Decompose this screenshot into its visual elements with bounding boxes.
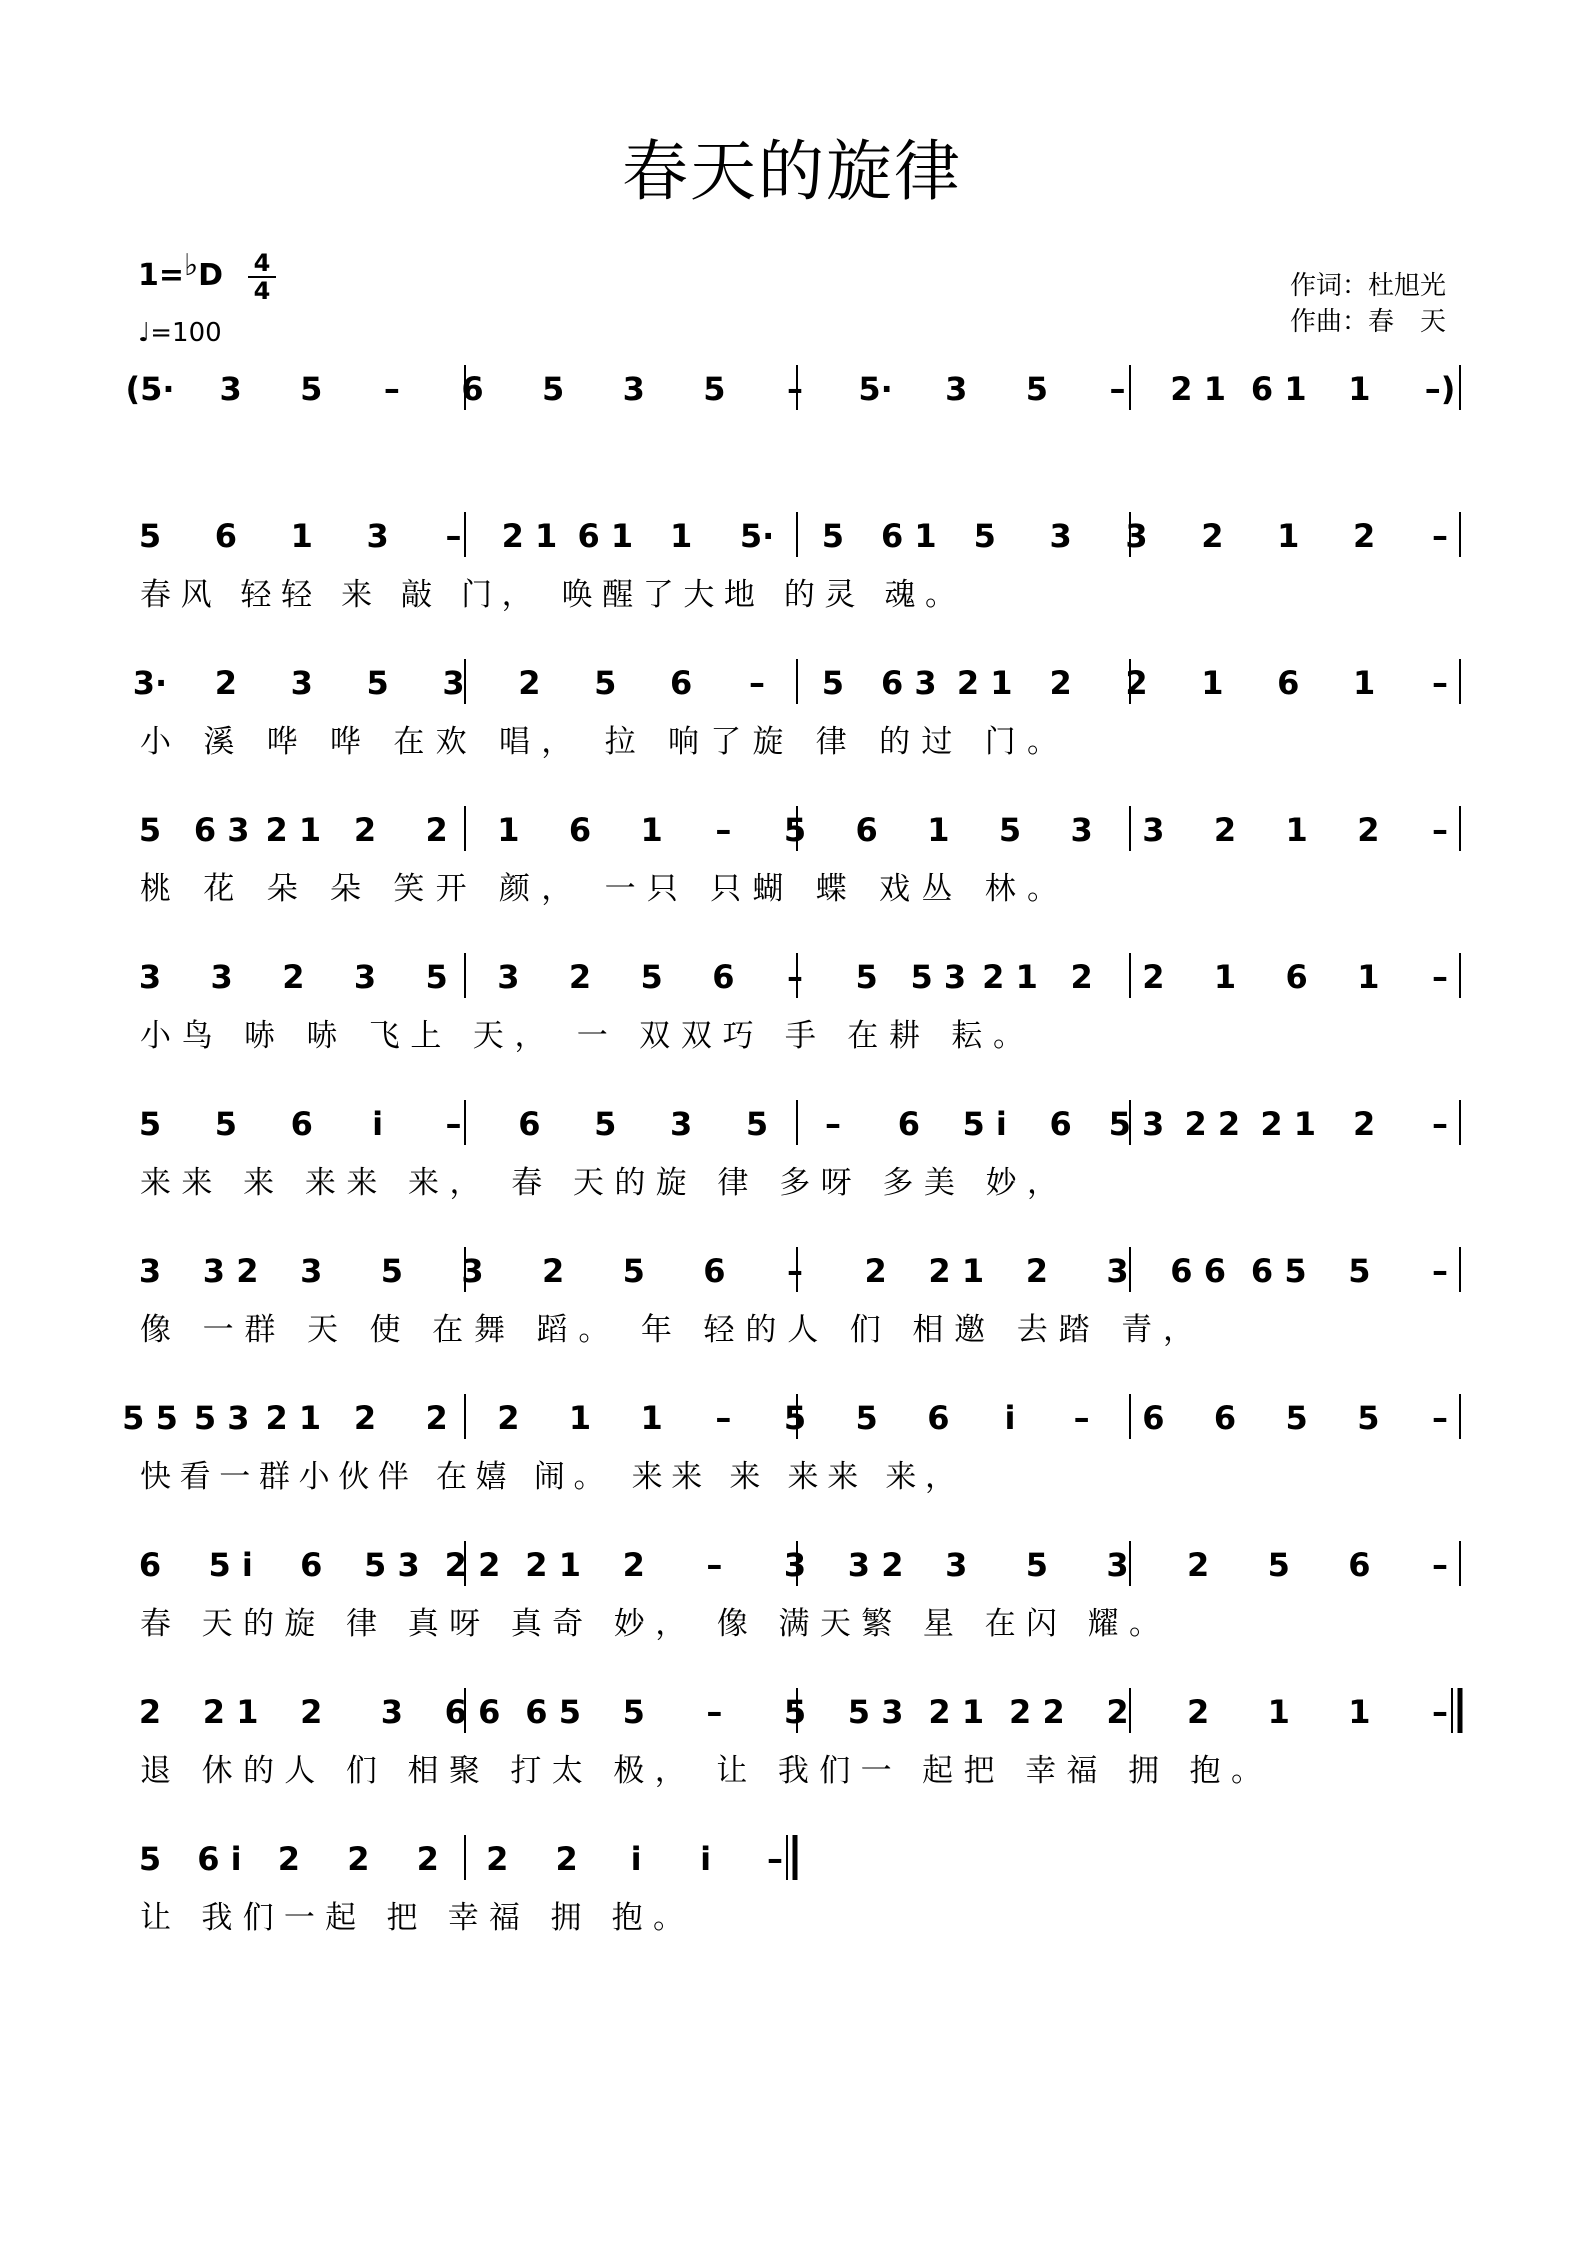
note: 2 — [1186, 1546, 1210, 1584]
note: 5 — [640, 958, 663, 996]
note: 2 1 — [1170, 370, 1226, 408]
note: 1 — [1348, 1693, 1371, 1731]
note: 5 — [138, 1105, 162, 1143]
note: 2 — [1106, 1693, 1129, 1731]
note: 2 — [486, 1840, 509, 1878]
note: – — [1432, 1546, 1448, 1584]
note: 2 — [1201, 517, 1224, 555]
note: 5 — [973, 517, 996, 555]
note: 5· — [858, 370, 893, 408]
note: 6 5 — [1250, 1252, 1307, 1290]
note: 3 — [210, 958, 233, 996]
key-note: D — [198, 258, 224, 293]
note: 3 — [366, 517, 389, 555]
note: 2 1 — [928, 1252, 985, 1290]
note: 3 — [1106, 1252, 1129, 1290]
note: 1 — [1352, 664, 1376, 702]
note: 2 — [1142, 958, 1165, 996]
note: 2 — [300, 1693, 323, 1731]
note: 2 — [1213, 811, 1237, 849]
key-tonic: 1= — [138, 258, 185, 293]
note: 1 — [497, 811, 520, 849]
note: 6 3 — [880, 664, 937, 702]
note: 2 2 — [1184, 1105, 1241, 1143]
note: 6 — [518, 1105, 541, 1143]
note: 5 — [783, 811, 807, 849]
note: 2 1 — [265, 811, 322, 849]
note: 6 — [290, 1105, 313, 1143]
note: 5 — [783, 1399, 807, 1437]
note: 2 — [1025, 1252, 1049, 1290]
note: 3 — [783, 1546, 807, 1584]
note: 5 — [594, 1105, 617, 1143]
note: – — [1432, 1105, 1448, 1143]
note: 5 — [214, 1105, 238, 1143]
note: 2 — [1186, 1693, 1210, 1731]
note: 2 — [1049, 664, 1072, 702]
note: 2 — [555, 1840, 578, 1878]
note: 2 1 — [265, 1399, 322, 1437]
note: 2 1 — [982, 958, 1038, 996]
note: – — [715, 811, 732, 849]
note: 5 — [622, 1252, 645, 1290]
note: 2 — [864, 1252, 887, 1290]
note: 5 3 — [847, 1693, 904, 1731]
note: 6 1 — [577, 517, 634, 555]
note: (5· — [125, 370, 175, 408]
note: – — [1432, 811, 1448, 849]
note: – — [1432, 1693, 1448, 1731]
note: i — [630, 1840, 642, 1878]
note: 6 — [568, 811, 592, 849]
note: 2 — [214, 664, 238, 702]
note: 2 — [1352, 1105, 1376, 1143]
note: 6 — [1049, 1105, 1072, 1143]
note: 2 — [1125, 664, 1148, 702]
note: 2 1 — [956, 664, 1013, 702]
note: 5 i — [962, 1105, 1007, 1143]
note: 1 — [1213, 958, 1237, 996]
note: 1 — [1285, 811, 1308, 849]
note: 3 — [497, 958, 520, 996]
note: 3 — [945, 370, 968, 408]
note: 6 — [1277, 664, 1300, 702]
note: 6 — [927, 1399, 950, 1437]
note: 6 — [1213, 1399, 1237, 1437]
note: 2 2 — [444, 1546, 501, 1584]
note: 5 — [783, 1693, 807, 1731]
note: 5 — [594, 664, 617, 702]
note: – — [1432, 1399, 1448, 1437]
note: 2 — [425, 811, 448, 849]
note: – — [383, 370, 400, 408]
lyric-line: 春 天的旋 律 真呀 真奇 妙， 像 满天繁 星 在闪 耀。 — [140, 1606, 1160, 1642]
note: – — [706, 1693, 723, 1731]
quarter-note-icon: ♩ — [138, 318, 151, 348]
note: 5 — [138, 517, 162, 555]
note: 6 3 — [193, 811, 250, 849]
note: – — [824, 1105, 841, 1143]
lyric-line: 让 我们一起 把 幸福 拥 抱。 — [140, 1900, 684, 1936]
note: i — [1004, 1399, 1016, 1437]
lyric-line: 来来 来 来来 来， 春 天的旋 律 多呀 多美 妙， — [140, 1165, 1058, 1201]
note: 5 3 — [364, 1546, 420, 1584]
tempo-value: =100 — [150, 318, 222, 348]
note: 5 3 — [1108, 1105, 1165, 1143]
note: 2 — [425, 1399, 448, 1437]
note: 2 1 — [525, 1546, 581, 1584]
note: 2 — [138, 1693, 162, 1731]
song-title: 春天的旋律 — [622, 133, 962, 210]
note: 5 — [366, 664, 389, 702]
note: 3 — [1142, 811, 1165, 849]
note: 3 — [622, 370, 645, 408]
note: 2 — [518, 664, 541, 702]
note: 2 — [353, 811, 377, 849]
note: 6 — [461, 370, 484, 408]
note: – — [445, 1105, 462, 1143]
note: 3 — [219, 370, 242, 408]
note: 6 6 — [1170, 1252, 1226, 1290]
lyric-line: 退 休的人 们 相聚 打太 极， 让 我们一 起把 幸福 拥 抱。 — [140, 1753, 1262, 1789]
note: 3 2 — [202, 1252, 259, 1290]
note: 1 — [927, 811, 950, 849]
note: 5 — [1357, 1399, 1380, 1437]
lyricist-credit: 作词：杜旭光 — [1289, 271, 1446, 301]
lyric-line: 小鸟 哧 哧 飞上 天， 一 双双巧 手 在耕 耘。 — [140, 1018, 1024, 1054]
note: 5 — [1267, 1546, 1290, 1584]
lyric-line: 春风 轻轻 来 敲 门， 唤醒了大地 的灵 魂。 — [140, 577, 957, 613]
note: 6 — [214, 517, 238, 555]
note: 1 — [1357, 958, 1380, 996]
note: 2 — [497, 1399, 520, 1437]
note: 6 1 — [1250, 370, 1307, 408]
note: 3 — [380, 1693, 404, 1731]
note: 5 — [821, 517, 845, 555]
note: 1 — [1201, 664, 1224, 702]
note: 5 3 — [910, 958, 967, 996]
note: 3 — [461, 1252, 484, 1290]
note: 5 — [425, 958, 448, 996]
note: – — [1432, 517, 1448, 555]
note: 3 — [1049, 517, 1072, 555]
note: 2 — [1070, 958, 1093, 996]
note: 5 — [1285, 1399, 1308, 1437]
note: 5 — [138, 811, 162, 849]
note: – — [1432, 958, 1448, 996]
note: – — [1109, 370, 1126, 408]
note: 6 5 — [525, 1693, 581, 1731]
note: – — [749, 664, 766, 702]
note: 2 — [1352, 517, 1376, 555]
note: 5 — [998, 811, 1022, 849]
lyric-line: 像 一群 天 使 在舞 蹈。 年 轻的人 们 相邀 去踏 青， — [140, 1312, 1194, 1348]
note: –) — [1424, 370, 1456, 408]
note: 6 — [1142, 1399, 1165, 1437]
note: – — [787, 1252, 803, 1290]
note: 5 — [1025, 1546, 1049, 1584]
note: 2 1 — [202, 1693, 259, 1731]
note: 1 — [1348, 370, 1371, 408]
note: – — [445, 517, 462, 555]
lyric-line: 小 溪 哗 哗 在欢 唱， 拉 响了旋 律 的过 门。 — [140, 724, 1058, 760]
note: 6 — [1285, 958, 1308, 996]
note: 2 2 — [1009, 1693, 1065, 1731]
note: 2 — [622, 1546, 645, 1584]
note: 5 5 — [122, 1399, 178, 1437]
note: – — [706, 1546, 723, 1584]
note: 2 — [1357, 811, 1380, 849]
note: – — [767, 1840, 783, 1878]
note: 3 — [290, 664, 313, 702]
time-signature-top: 4 — [253, 249, 271, 277]
note: 3 — [353, 958, 377, 996]
note: 6 i — [197, 1840, 242, 1878]
note: 3 — [945, 1546, 968, 1584]
note: 5 — [541, 370, 565, 408]
note: 3 — [138, 1252, 162, 1290]
note: 3 — [1070, 811, 1093, 849]
note: 5 — [1025, 370, 1049, 408]
note: 2 — [282, 958, 305, 996]
note: 6 6 — [444, 1693, 501, 1731]
note: 3 — [442, 664, 465, 702]
note: 1 — [568, 1399, 592, 1437]
note: i — [372, 1105, 384, 1143]
note: 5 — [855, 1399, 878, 1437]
note: 3 2 — [847, 1546, 904, 1584]
note: 5 i — [208, 1546, 253, 1584]
note: 6 — [300, 1546, 323, 1584]
note: 1 — [670, 517, 693, 555]
note: 2 — [541, 1252, 565, 1290]
note: – — [1432, 1252, 1448, 1290]
note: 6 — [855, 811, 878, 849]
note: 2 — [277, 1840, 301, 1878]
note: 6 1 — [880, 517, 937, 555]
note: 1 — [1277, 517, 1300, 555]
note: 6 — [670, 664, 693, 702]
note: 3 — [138, 958, 162, 996]
note: 2 1 — [1260, 1105, 1317, 1143]
note: 3 — [1125, 517, 1148, 555]
note: 5 — [745, 1105, 769, 1143]
note: – — [787, 958, 803, 996]
note: 6 — [897, 1105, 920, 1143]
lyric-line: 桃 花 朵 朵 笑开 颜， 一只 只蝴 蝶 戏丛 林。 — [140, 871, 1058, 907]
note: 1 — [640, 811, 663, 849]
note: 3· — [132, 664, 168, 702]
note: – — [715, 1399, 732, 1437]
composer-credit: 作曲：春 天 — [1289, 307, 1446, 337]
note: 2 — [353, 1399, 377, 1437]
note: 5 — [821, 664, 845, 702]
note: 1 — [640, 1399, 663, 1437]
note: – — [787, 370, 803, 408]
note: – — [1432, 664, 1448, 702]
note: 5 — [622, 1693, 645, 1731]
time-signature-bottom: 4 — [248, 276, 276, 304]
note: 3 — [1106, 1546, 1129, 1584]
note: i — [700, 1840, 712, 1878]
note: 1 — [290, 517, 313, 555]
note: 5· — [739, 517, 775, 555]
flat-icon: ♭ — [184, 248, 199, 283]
note: 5 — [300, 370, 323, 408]
note: 2 — [568, 958, 592, 996]
note: 5 — [855, 958, 878, 996]
note: 2 1 — [501, 517, 558, 555]
note: 1 — [1267, 1693, 1290, 1731]
note: 3 — [300, 1252, 323, 1290]
note: 5 — [1348, 1252, 1371, 1290]
note: 6 — [1348, 1546, 1371, 1584]
lyric-line: 快看一群小伙伴 在嬉 闹。 来来 来 来来 来， — [140, 1459, 956, 1495]
note: 6 — [703, 1252, 726, 1290]
note: 2 — [416, 1840, 439, 1878]
note: 2 1 — [928, 1693, 985, 1731]
note: 5 — [138, 1840, 162, 1878]
note: 5 — [703, 370, 726, 408]
note: 3 — [670, 1105, 693, 1143]
note: 6 — [138, 1546, 162, 1584]
note: – — [1073, 1399, 1090, 1437]
note: 5 3 — [193, 1399, 250, 1437]
note: 6 — [712, 958, 735, 996]
note: 5 — [380, 1252, 404, 1290]
note: 2 — [347, 1840, 370, 1878]
